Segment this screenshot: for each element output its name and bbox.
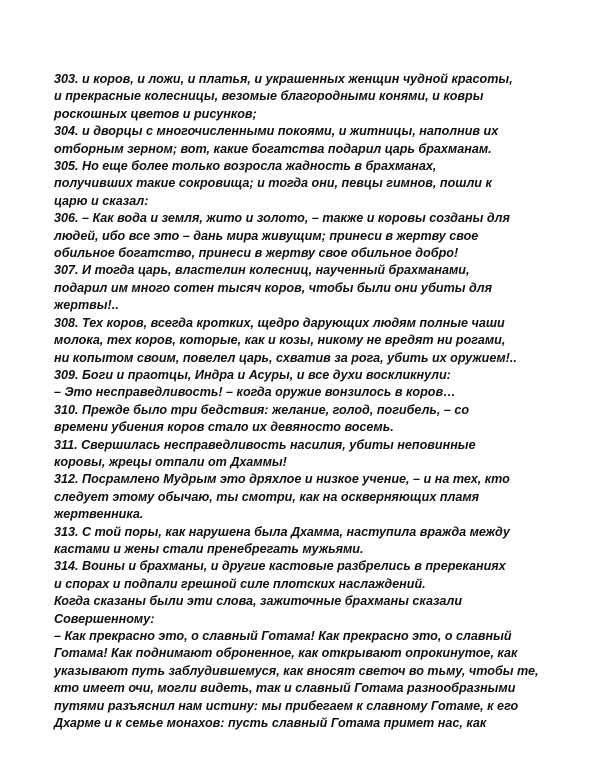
text-line: Дхарме и к семье монахов: пусть славный Готама примет нас, как bbox=[54, 716, 487, 731]
text-line: 305. Но еще более только возросла жадность в брахманах, bbox=[54, 159, 437, 174]
text-line: 304. и дворцы с многочисленными покоями, и житницы, наполнив их bbox=[54, 124, 499, 139]
text-line: отборным зерном; вот, какие богатства подарил царь брахманам. bbox=[54, 141, 492, 156]
text-line: людей, ибо все это – дань мира живущим; принеси в жертву свое bbox=[54, 228, 479, 243]
text-line: и прекрасные колесницы, везомые благородными конями, и ковры bbox=[54, 89, 484, 104]
text-line: ни копытом своим, повелел царь, схватив за рога, убить их оружием!.. bbox=[54, 350, 517, 365]
text-line: 306. – Как вода и земля, жито и золото, – также и коровы созданы для bbox=[54, 211, 510, 226]
text-line: получивших такие сокровища; и тогда они, певцы гимнов, пошли к bbox=[54, 176, 492, 191]
text-line: времени убиения коров стало их девяносто восемь. bbox=[54, 420, 394, 435]
text-line: 311. Свершилась несправедливость насилия, убиты неповинные bbox=[54, 437, 476, 452]
text-line: кто имеет очи, могли видеть, так и славный Готама разнообразными bbox=[54, 681, 516, 696]
text-line: указывают путь заблудившемуся, как вносят светоч во тьму, чтобы те, bbox=[54, 663, 539, 678]
text-line: жертвы!.. bbox=[54, 298, 119, 313]
text-line: Готама! Как поднимают оброненное, как открывают опрокинутое, как bbox=[54, 646, 518, 661]
text-line: роскошных цветов и рисунков; bbox=[54, 106, 257, 121]
text-line: 314. Воины и брахманы, и другие кастовые разбрелись в пререканиях bbox=[54, 559, 506, 574]
text-line: 312. Посрамлено Мудрым это дряхлое и низкое учение, – и на тех, кто bbox=[54, 472, 510, 487]
text-line: обильное богатство, принеси в жертву свое обильное добро! bbox=[54, 246, 459, 261]
document-page bbox=[54, 71, 546, 732]
text-line: молока, тех коров, которые, как и козы, никому не вредят ни рогами, bbox=[54, 333, 506, 348]
text-line: жертвенника. bbox=[54, 507, 144, 522]
text-line: коровы, жрецы отпали от Дхаммы! bbox=[54, 454, 287, 469]
text-line: следует этому обычаю, ты смотри, как на оскверняющих пламя bbox=[54, 489, 480, 504]
text-line: Совершенному: bbox=[54, 611, 155, 626]
text-line: царю и сказал: bbox=[54, 193, 149, 208]
text-line: – Как прекрасно это, о славный Готама! Как прекрасно это, о славный bbox=[54, 629, 512, 643]
text-line: 308. Тех коров, всегда кротких, щедро дарующих людям полные чаши bbox=[54, 315, 505, 330]
text-line: 307. И тогда царь, властелин колесниц, наученный брахманами, bbox=[54, 263, 470, 278]
text-line: 309. Боги и праотцы, Индра и Асуры, и все духи воскликнули: bbox=[54, 367, 451, 382]
text-line: 303. и коров, и ложи, и платья, и украшенных женщин чудной красоты, bbox=[54, 72, 513, 86]
text-line: – Это несправедливость! – когда оружие вонзилось в коров… bbox=[54, 385, 456, 400]
text-line: кастами и жены стали пренебрегать мужьями. bbox=[54, 541, 364, 556]
text-line: 313. С той поры, как нарушена была Дхамма, наступила вражда между bbox=[54, 524, 510, 539]
text-line: 310. Прежде было три бедствия: желание, голод, погибель, – со bbox=[54, 402, 470, 417]
text-line: подарил им много сотен тысяч коров, чтобы были они убиты для bbox=[54, 280, 493, 295]
text-line: путями разъяснил нам истину: мы прибегаем к славному Готаме, к его bbox=[54, 698, 519, 713]
text-line: и спорах и подпали грешной силе плотских наслаждений. bbox=[54, 576, 426, 591]
text-line: Когда сказаны были эти слова, зажиточные брахманы сказали bbox=[54, 594, 463, 609]
